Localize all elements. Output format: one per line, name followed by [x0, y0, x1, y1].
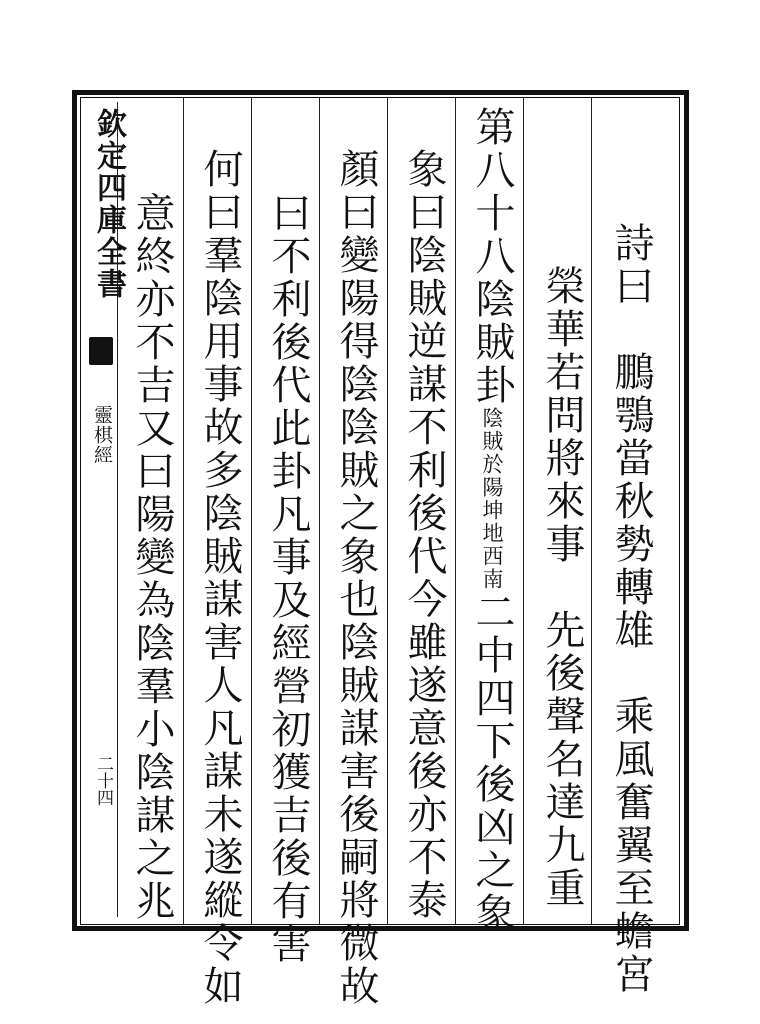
text-column-2: 榮華若問將來事 先後聲名達九重	[539, 222, 585, 910]
text-column-7: 何曰羣陰用事故多陰賊謀害人凡謀未遂縱令如	[197, 148, 243, 1008]
text-column-6: 曰不利後代此卦凡事及經營初獲吉後有害	[265, 192, 311, 966]
text-column-1: 詩曰 鵬鶚當秋勢轉雄 乘風奮翼至蟾宮	[608, 222, 654, 996]
text-column-4: 象曰陰賊逆謀不利後代今雖遂意後亦不泰	[401, 148, 447, 922]
column-rule	[523, 97, 524, 925]
column-rule	[455, 97, 456, 925]
column-rule	[591, 97, 592, 925]
annotation-right: 陰賊於陽	[480, 407, 504, 499]
text-column-5: 顏曰變陽得陰陰賊之象也陰賊謀害後嗣將微故	[333, 148, 379, 1008]
column-rule	[319, 97, 320, 925]
column-rule	[387, 97, 388, 925]
section-title: 靈棋經	[91, 405, 113, 465]
book-title: 欽定四庫全書	[91, 108, 126, 300]
annotation-left: 坤地西南	[480, 499, 504, 591]
hexagram-position: 二中四下後凶之象	[469, 591, 515, 935]
column-rule	[251, 97, 252, 925]
column-rule	[183, 97, 184, 925]
fishtail-mark	[89, 337, 113, 365]
page-number: 二十四	[93, 755, 113, 806]
text-column-8: 意終亦不吉又曰陽變為陰羣小陰謀之兆	[129, 192, 175, 923]
text-column-3	[466, 106, 518, 935]
hexagram-title: 第八十八陰賊卦	[469, 106, 515, 407]
